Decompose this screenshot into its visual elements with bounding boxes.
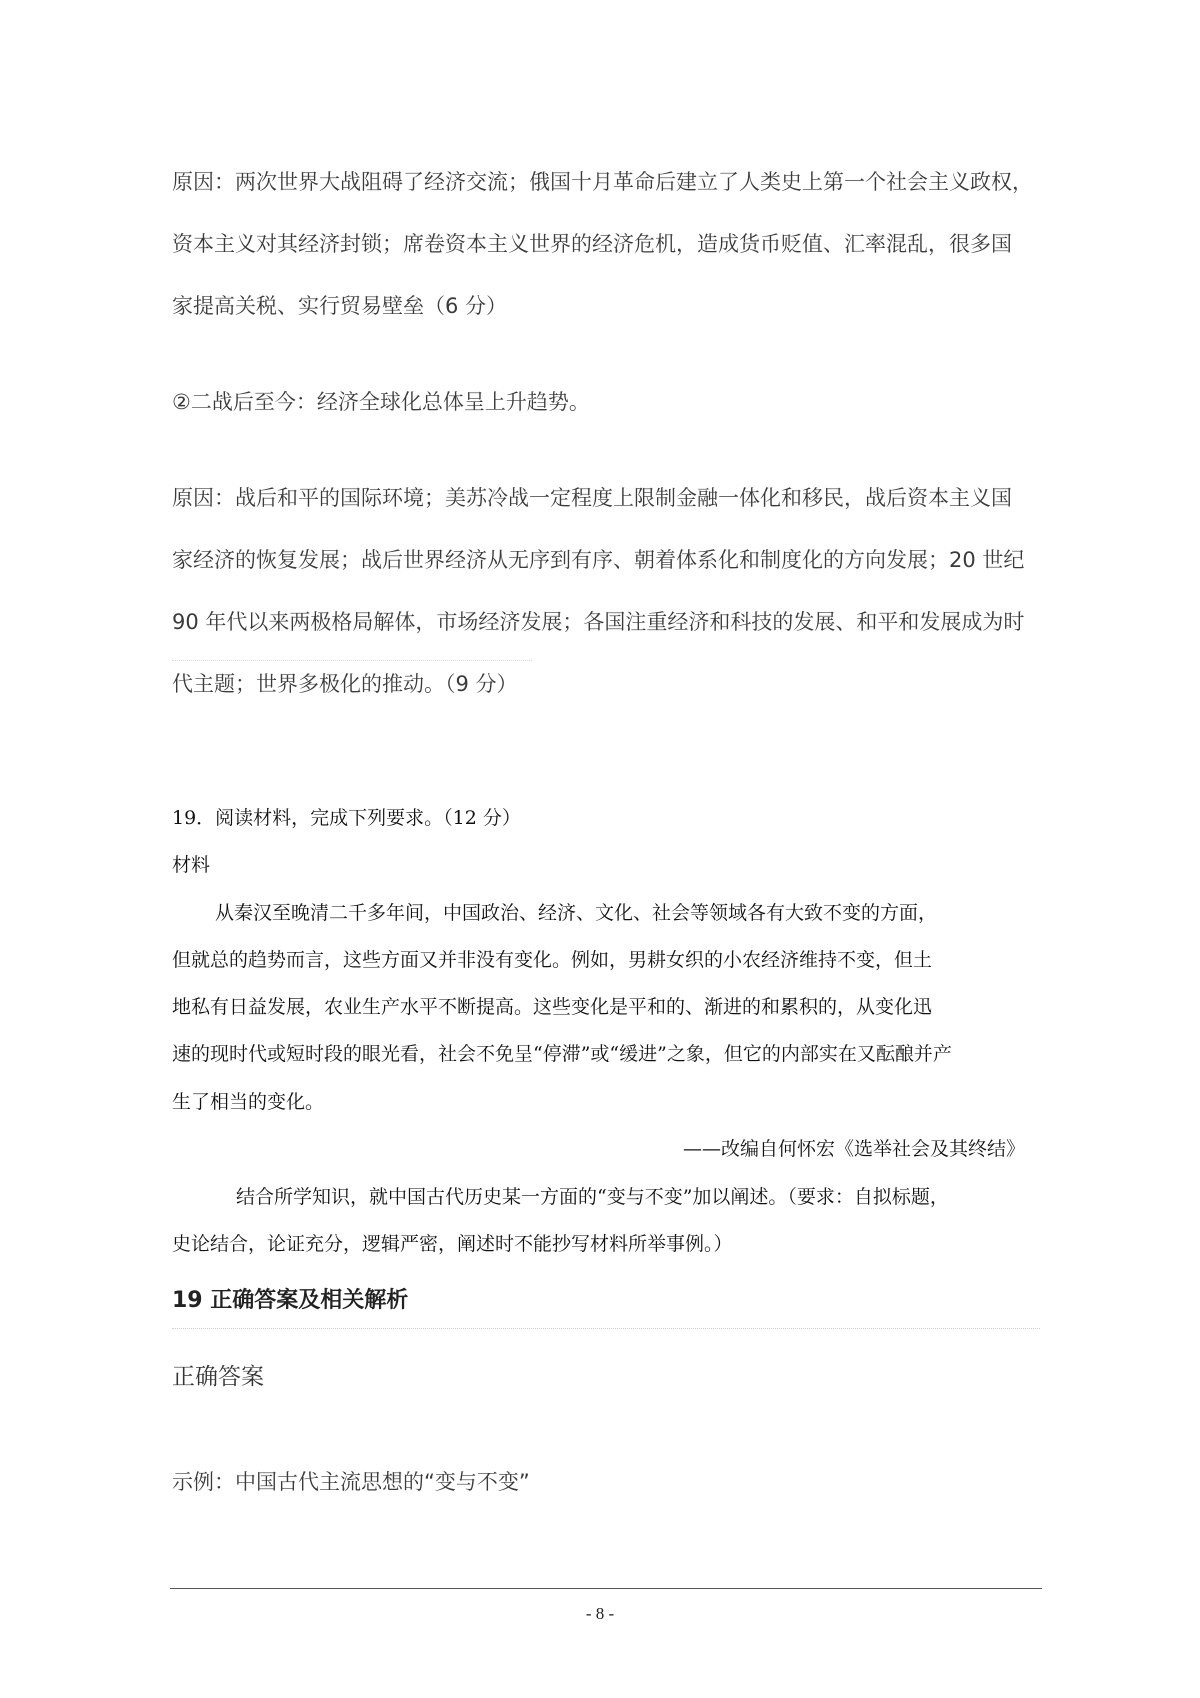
material-line-5: 生了相当的变化。: [172, 1091, 325, 1113]
answer18-line-7: 90 年代以来两极格局解体，市场经济发展；各国注重经济和科技的发展、和平和发展成为时: [172, 610, 1025, 634]
material-source: ——改编自何怀宏《选举社会及其终结》: [682, 1138, 1025, 1160]
answer18-line-2: 资本主义对其经济封锁；席卷资本主义世界的经济危机，造成货币贬值、汇率混乱，很多国: [172, 232, 1012, 256]
material-line-2: 但就总的趋势而言，这些方面又并非没有变化。例如，男耕女织的小农经济维持不变，但土: [172, 949, 933, 971]
dotted-divider-short: [172, 660, 532, 661]
answer19-subheading: 正确答案: [172, 1364, 264, 1390]
material-line-1: 从秦汉至晚清二千多年间，中国政治、经济、文化、社会等领域各有大致不变的方面，: [215, 902, 938, 924]
answer19-heading: 19 正确答案及相关解析: [172, 1288, 409, 1313]
requirement-line-2: 史论结合，论证充分，逻辑严密，阐述时不能抄写材料所举事例。）: [172, 1233, 733, 1255]
answer18-line-5: 原因：战后和平的国际环境；美苏冷战一定程度上限制金融一体化和移民，战后资本主义国: [172, 486, 1012, 510]
dotted-divider: [172, 1328, 1040, 1329]
requirement-line-1: 结合所学知识，就中国古代历史某一方面的“变与不变”加以阐述。（要求：自拟标题，: [236, 1186, 949, 1208]
answer18-line-3: 家提高关税、实行贸易壁垒（6 分）: [172, 294, 508, 318]
answer18-line-1: 原因：两次世界大战阻碍了经济交流；俄国十月革命后建立了人类史上第一个社会主义政权，: [172, 170, 1033, 194]
material-line-4: 速的现时代或短时段的眼光看，社会不免呈“停滞”或“缓进”之象，但它的内部实在又酝酿并产: [172, 1043, 952, 1065]
material-label: 材料: [172, 854, 211, 876]
answer19-example: 示例：中国古代主流思想的“变与不变”: [172, 1470, 530, 1494]
answer18-line-6: 家经济的恢复发展；战后世界经济从无序到有序、朝着体系化和制度化的方向发展；20 世纪: [172, 548, 1025, 572]
answer18-line-4: ②二战后至今：经济全球化总体呈上升趋势。: [172, 390, 590, 414]
footer-rule: [170, 1588, 1042, 1589]
page-number: - 8 -: [585, 1604, 615, 1623]
question19-title: 19．阅读材料，完成下列要求。（12 分）: [172, 807, 521, 829]
material-line-3: 地私有日益发展，农业生产水平不断提高。这些变化是平和的、渐进的和累积的，从变化迅: [172, 996, 933, 1018]
answer18-line-8: 代主题；世界多极化的推动。（9 分）: [172, 672, 518, 696]
